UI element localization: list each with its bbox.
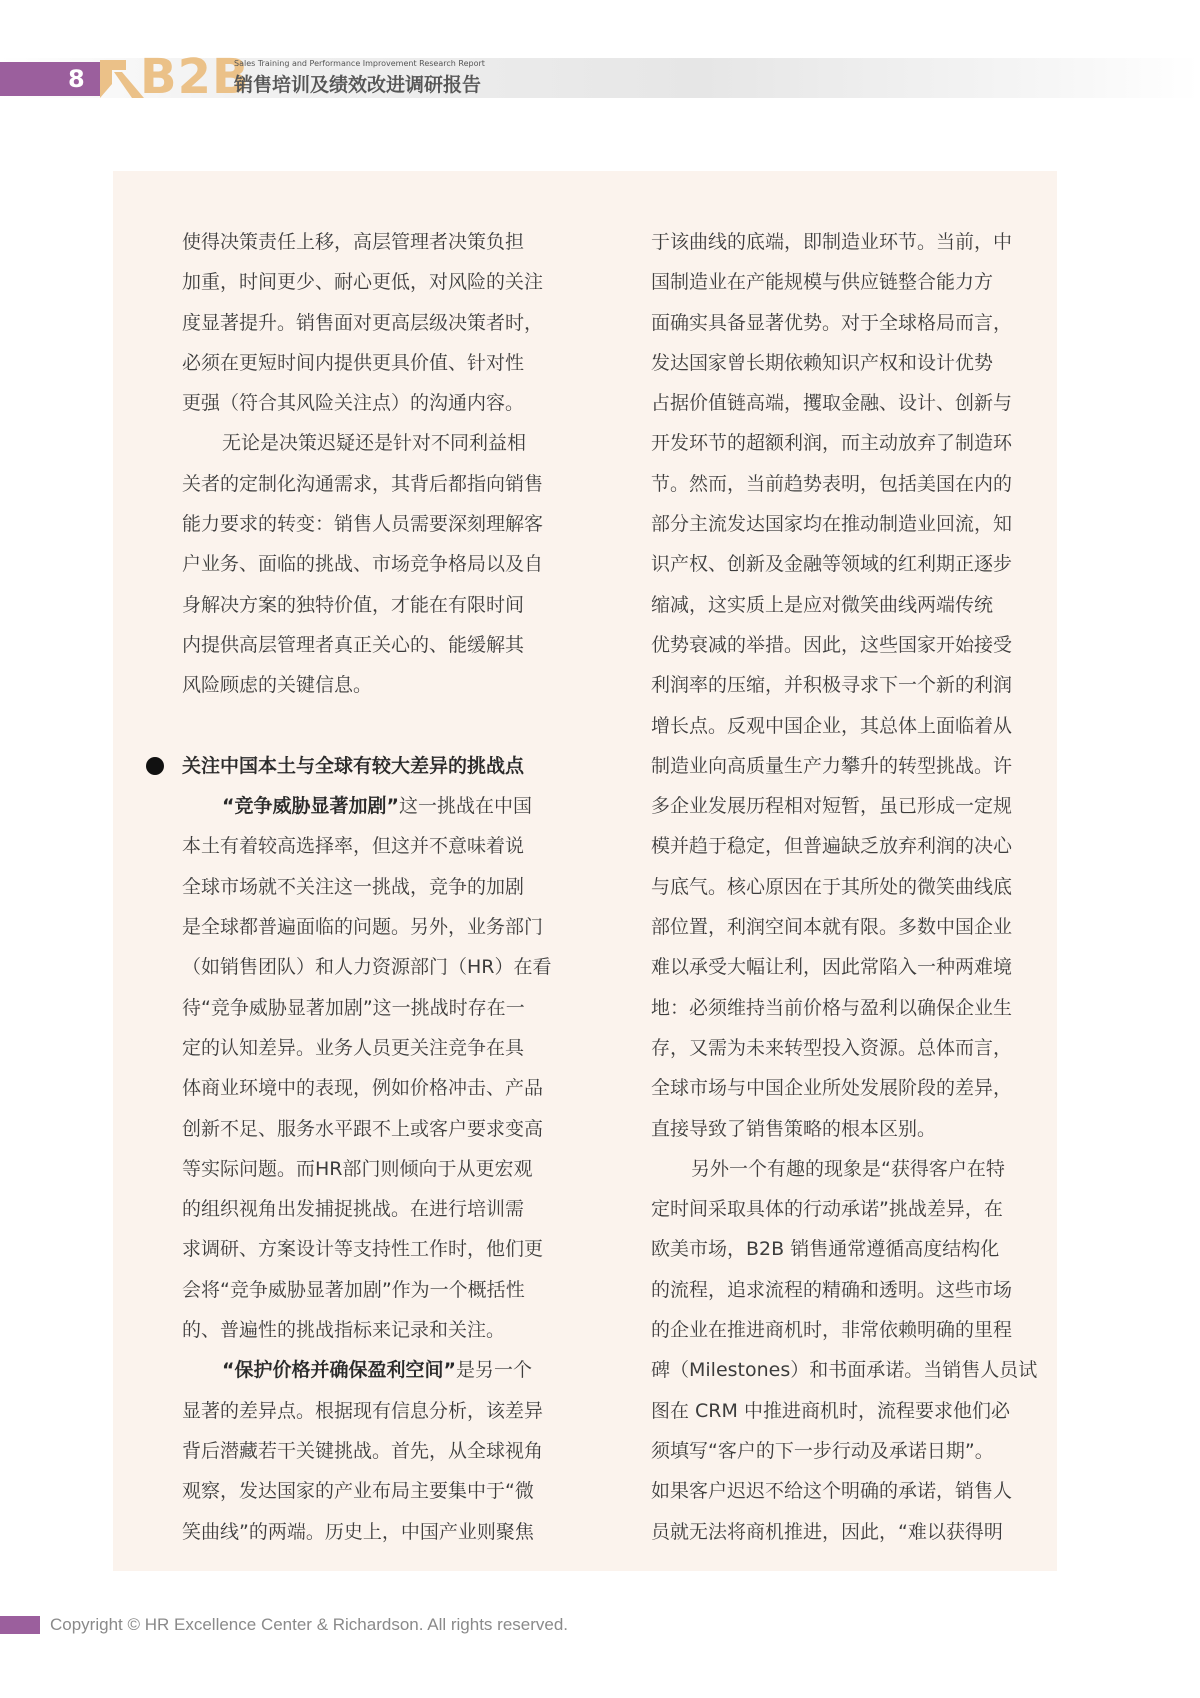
paragraph-line: 存，又需为未来转型投入资源。总体而言， (651, 1036, 1013, 1059)
paragraph-line: 定的认知差异。业务人员更关注竞争在具 (182, 1036, 525, 1059)
paragraph-line: 更强（符合其风险关注点）的沟通内容。 (182, 392, 525, 415)
paragraph-line: 全球市场与中国企业所处发展阶段的差异， (651, 1077, 1013, 1100)
paragraph-line: 难以承受大幅让利，因此常陷入一种两难境 (651, 956, 1013, 979)
paragraph-line: 身解决方案的独特价值，才能在有限时间 (182, 593, 525, 616)
paragraph-line: 发达国家曾长期依赖知识产权和设计优势 (651, 351, 994, 374)
paragraph-line: 多企业发展历程相对短暂，虽已形成一定规 (651, 795, 1013, 818)
paragraph-line: 必须在更短时间内提供更具价值、针对性 (182, 351, 525, 374)
paragraph-line: 碑（Milestones）和书面承诺。当销售人员试 (651, 1359, 1038, 1382)
paragraph-line: 会将“竞争威胁显著加剧”作为一个概括性 (182, 1278, 525, 1301)
left-column (182, 222, 562, 1552)
paragraph-line: 员就无法将商机推进，因此，“难以获得明 (651, 1520, 1003, 1543)
paragraph-line: 开发环节的超额利润，而主动放弃了制造环 (651, 432, 1013, 455)
paragraph-line: 直接导致了销售策略的根本区别。 (651, 1117, 937, 1140)
paragraph-line: 缩减，这实质上是应对微笑曲线两端传统 (651, 593, 994, 616)
paragraph-line: 须填写“客户的下一步行动及承诺日期”。 (651, 1439, 994, 1462)
paragraph-line: 国制造业在产能规模与供应链整合能力方 (651, 271, 994, 294)
paragraph-line: 体商业环境中的表现，例如价格冲击、产品 (182, 1077, 544, 1100)
paragraph-line: 优势衰减的举措。因此，这些国家开始接受 (651, 633, 1013, 656)
paragraph-line: 另外一个有趣的现象是“获得客户在特 (691, 1157, 1005, 1180)
paragraph-line: 使得决策责任上移，高层管理者决策负担 (182, 231, 525, 253)
paragraph-line: 面确实具备显著优势。对于全球格局而言， (651, 311, 1013, 334)
paragraph-line: 制造业向高质量生产力攀升的转型挑战。许 (651, 754, 1013, 777)
paragraph-line: 与底气。核心原因在于其所处的微笑曲线底 (651, 875, 1013, 898)
paragraph-line: 户业务、面临的挑战、市场竞争格局以及自 (182, 553, 544, 576)
paragraph-line: 定时间采取具体的行动承诺”挑战差异，在 (651, 1198, 1003, 1221)
paragraph-line: 内提供高层管理者真正关心的、能缓解其 (182, 633, 525, 656)
copyright-notice: Copyright © HR Excellence Center & Richardson. All rights reserved. (50, 1615, 569, 1634)
report-title-en: Sales Training and Performance Improvement Research Report (234, 59, 485, 68)
paragraph-line: 本土有着较高选择率，但这并不意味着说 (182, 835, 525, 858)
paragraph-line: 加重，时间更少、耐心更低，对风险的关注 (182, 271, 544, 294)
page-number: 8 (68, 65, 85, 93)
paragraph-line: （如销售团队）和人力资源部门（HR）在看 (182, 956, 552, 979)
report-title-cn: 销售培训及绩效改进调研报告 (234, 74, 482, 96)
paragraph-line: 增长点。反观中国企业，其总体上面临着从 (651, 714, 1013, 737)
section-heading (182, 746, 562, 786)
paragraph-line: 的、普遍性的挑战指标来记录和关注。 (182, 1319, 506, 1342)
footer-accent-bar (0, 1616, 40, 1634)
logo-arrow-icon (100, 60, 144, 98)
paragraph-line: 等实际问题。而HR部门则倾向于从更宏观 (182, 1157, 533, 1180)
paragraph-text: 是另一个 (455, 1359, 532, 1382)
paragraph-gap (182, 706, 562, 746)
section-heading-text: 关注中国本土与全球有较大差异的挑战点 (182, 754, 525, 777)
paragraph-line: 识产权、创新及金融等领域的红利期正逐步 (651, 553, 1013, 576)
paragraph-line: 无论是决策迟疑还是针对不同利益相 (222, 432, 527, 455)
paragraph-line: 的企业在推进商机时，非常依赖明确的里程 (651, 1319, 1013, 1342)
paragraph-line: 全球市场就不关注这一挑战，竞争的加剧 (182, 875, 525, 898)
highlight-term: “保护价格并确保盈利空间” (222, 1359, 456, 1382)
paragraph-line: 利润率的压缩，并积极寻求下一个新的利润 (651, 674, 1013, 697)
paragraph-line: 求调研、方案设计等支持性工作时，他们更 (182, 1238, 544, 1261)
paragraph-line: 占据价值链高端，攫取金融、设计、创新与 (651, 392, 1013, 415)
paragraph-line: 的流程，追求流程的精确和透明。这些市场 (651, 1278, 1013, 1301)
paragraph-line: 关者的定制化沟通需求，其背后都指向销售 (182, 472, 544, 495)
paragraph-line (182, 786, 562, 826)
paragraph-line: 是全球都普遍面临的问题。另外，业务部门 (182, 916, 544, 939)
paragraph-line: 地：必须维持当前价格与盈利以确保企业生 (651, 996, 1013, 1019)
paragraph-text: 这一挑战在中国 (398, 795, 532, 818)
paragraph-line: 笑曲线”的两端。历史上，中国产业则聚焦 (182, 1520, 534, 1543)
paragraph-line: 的组织视角出发捕捉挑战。在进行培训需 (182, 1198, 525, 1221)
paragraph-line: 部分主流发达国家均在推动制造业回流，知 (651, 513, 1013, 536)
logo-text: B2B (140, 49, 250, 105)
paragraph-line: 风险顾虑的关键信息。 (182, 674, 373, 697)
right-column (651, 222, 1038, 1552)
paragraph-line: 于该曲线的底端，即制造业环节。当前，中 (651, 231, 1013, 253)
paragraph-line: 待“竞争威胁显著加剧”这一挑战时存在一 (182, 996, 525, 1019)
paragraph-line: 能力要求的转变：销售人员需要深刻理解客 (182, 513, 544, 536)
bullet-dot-icon (146, 757, 164, 775)
paragraph-line: 显著的差异点。根据现有信息分析，该差异 (182, 1399, 544, 1422)
paragraph-line: 度显著提升。销售面对更高层级决策者时， (182, 311, 544, 334)
highlight-term: “竞争威胁显著加剧” (222, 795, 399, 818)
paragraph-line: 图在 CRM 中推进商机时，流程要求他们必 (651, 1399, 1010, 1422)
paragraph-line: 观察，发达国家的产业布局主要集中于“微 (182, 1480, 534, 1503)
paragraph-line: 欧美市场，B2B 销售通常遵循高度结构化 (651, 1238, 1000, 1261)
paragraph-line (182, 1350, 562, 1390)
paragraph-line: 节。然而，当前趋势表明，包括美国在内的 (651, 472, 1013, 495)
paragraph-line: 部位置，利润空间本就有限。多数中国企业 (651, 916, 1013, 939)
paragraph-line: 背后潜藏若干关键挑战。首先，从全球视角 (182, 1439, 544, 1462)
paragraph-line: 如果客户迟迟不给这个明确的承诺，销售人 (651, 1480, 1013, 1503)
paragraph-line: 模并趋于稳定，但普遍缺乏放弃利润的决心 (651, 835, 1013, 858)
paragraph-line: 创新不足、服务水平跟不上或客户要求变高 (182, 1117, 544, 1140)
